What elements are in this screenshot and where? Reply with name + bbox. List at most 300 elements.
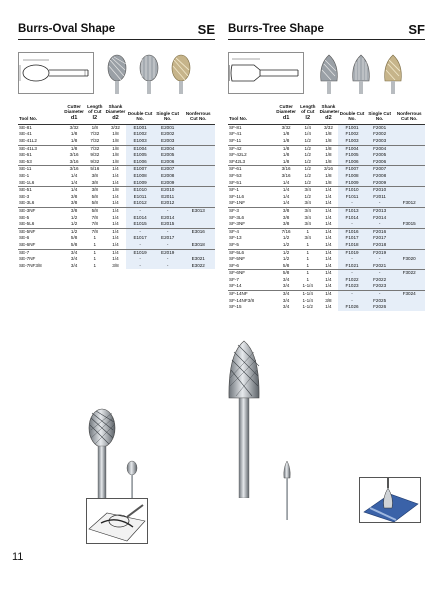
header-length: Length of Cut l2 [85,104,105,124]
cell-tool-no: SE-7 [18,249,63,256]
cell-shank-diameter: 1/8 [112,138,119,143]
cell-shank-diameter: 1/4 [112,221,119,227]
cell-double-cut: F1002 [338,131,366,138]
tree-section [228,22,425,311]
tree-burr-thumb-1 [316,54,342,94]
cell-cutter-diameter: 1/4 [282,200,290,206]
cell-shank-diameter: 1/4 [325,276,332,282]
cell-cutter-diameter: 1/4 [70,172,78,178]
cell-tool-no: SE-3NF [18,207,63,214]
cell-length-of-cut: 3/8 [91,179,98,185]
cell-length-of-cut: 7/8 [91,221,98,227]
cell-single-cut: E2006 [154,159,182,166]
cell-double-cut: - [338,291,366,298]
cell-single-cut: - [366,200,394,207]
table-row [18,180,215,187]
table-row [18,194,215,201]
table-row [228,131,425,138]
cell-nonferrous-cut [393,242,425,249]
cell-double-cut: F1009 [338,180,366,187]
cell-length-of-cut: 1-1/4 [302,283,313,289]
cell-length-of-cut: 7/32 [85,145,105,152]
cell-double-cut: E1012 [126,200,154,207]
cell-tool-no: SF-14 [229,283,242,289]
cell-cutter-diameter: 3/8 [282,214,290,220]
cell-shank-diameter: 1/8 [325,172,332,178]
oval-spec-table [18,104,215,269]
cell-double-cut: - [338,270,366,277]
table-row [228,138,425,145]
cell-double-cut: E1017 [126,235,154,242]
cell-length-of-cut: 1/2 [304,179,311,185]
cell-nonferrous-cut [181,124,215,131]
cell-cutter-diameter: 1/2 [282,235,290,241]
cell-cutter-diameter: 3/4 [275,291,297,298]
cell-length-of-cut: 1/2 [304,152,311,158]
cell-shank-diameter: 1/4 [319,270,339,277]
oval-application-inset [86,498,148,544]
cell-double-cut: F1005 [338,152,366,159]
table-row [228,187,425,194]
cell-shank-diameter: 1/4 [105,166,127,173]
cell-shank-diameter: 1/4 [325,235,332,241]
cell-nonferrous-cut [393,159,425,166]
cell-double-cut: - [126,263,154,270]
cell-nonferrous-cut [181,166,215,173]
cell-single-cut: - [366,221,394,228]
cell-length-of-cut: 1/2 [297,166,319,173]
cell-cutter-diameter: 3/4 [282,283,290,289]
cell-cutter-diameter: 1/4 [70,179,78,185]
cell-single-cut: F2001 [366,124,394,131]
cell-tool-no: SE-3 [19,193,30,199]
table-row [18,187,215,194]
cell-double-cut: - [126,207,154,214]
header-single: Single Cut No. [366,104,394,124]
cell-double-cut: E1008 [126,173,154,180]
cell-cutter-diameter: 1/8 [282,131,290,137]
table-row [228,277,425,284]
table-row [228,207,425,214]
cell-length-of-cut: 5/16 [85,166,105,173]
cell-cutter-diameter: 1/8 [282,138,290,143]
oval-burr-thumb-2 [136,54,162,94]
header-tool: Tool No. [18,104,63,124]
cell-nonferrous-cut [181,187,215,194]
cell-length-of-cut: 1 [306,276,310,282]
cell-tool-no: SF-3L6 [229,214,245,220]
cell-length-of-cut: 1/2 [304,172,311,178]
application-illustration [87,499,147,543]
table-row [228,256,425,263]
cell-double-cut: E1019 [126,249,154,256]
table-header-row [18,104,215,124]
cell-single-cut: F2017 [366,235,394,242]
cell-shank-diameter: 1/4 [105,228,127,235]
cell-tool-no: SF-7 [229,276,239,282]
cell-length-of-cut: 1/4 [304,124,311,130]
table-row [18,166,215,173]
cell-length-of-cut: 3/4 [297,187,319,194]
table-row [18,145,215,152]
cell-nonferrous-cut [181,145,215,152]
section-code: SE [197,22,215,37]
cell-double-cut: F1026 [338,304,366,311]
cell-shank-diameter: 1/4 [325,241,332,247]
header-double: Double Cut No. [338,104,366,124]
cell-length-of-cut: 1 [297,270,319,277]
cell-tool-no: SE-7NF3/8 [19,262,42,268]
cell-shank-diameter: 1/8 [112,152,119,158]
table-row [18,200,215,207]
cell-cutter-diameter: 5/8 [70,241,78,247]
cell-single-cut: E2019 [154,249,182,256]
cell-nonferrous-cut [393,263,425,270]
cell-double-cut: F1017 [338,235,366,242]
cell-nonferrous-cut: E3022 [181,263,215,270]
cell-shank-diameter: 1/8 [319,145,339,152]
cell-double-cut: E1003 [126,138,154,145]
cell-tool-no: SE-7NF [19,256,36,262]
cell-single-cut: F2022 [366,277,394,284]
cell-single-cut: F2018 [366,242,394,249]
table-row [18,159,215,166]
cell-shank-diameter: 1/4 [319,187,339,194]
cell-single-cut: F2009 [366,180,394,187]
cell-cutter-diameter: 3/4 [282,297,290,303]
cell-length-of-cut: 5/8 [85,207,105,214]
table-row [18,228,215,235]
cell-cutter-diameter: 3/32 [69,124,79,130]
cell-shank-diameter: 1/8 [325,138,332,143]
cell-shank-diameter: 1/8 [112,131,119,137]
table-body [18,124,215,269]
cell-shank-diameter: 3/8 [325,297,332,303]
cell-single-cut: - [154,256,182,263]
cell-cutter-diameter: 1/4 [282,179,290,185]
cell-tool-no: SE-6 [19,235,30,241]
table-row [228,194,425,201]
table-row [18,242,215,249]
cell-double-cut: F1013 [338,207,366,214]
cell-cutter-diameter: 3/32 [281,124,291,130]
cell-length-of-cut: 1-1/2 [302,304,313,310]
header-length: Length of Cut l2 [297,104,319,124]
cell-cutter-diameter: 3/4 [63,249,85,256]
table-row [18,138,215,145]
table-row [228,166,425,173]
cell-tool-no: SF-3NF [229,221,246,227]
cell-double-cut: E1009 [126,180,154,187]
cell-double-cut: E1015 [126,221,154,228]
cell-length-of-cut: 9/32 [90,152,100,158]
cell-nonferrous-cut: F3020 [393,256,425,263]
cell-shank-diameter: 1/4 [319,249,339,256]
cell-length-of-cut: 3/4 [304,221,311,227]
cell-length-of-cut: 1 [93,262,97,268]
cell-cutter-diameter: 1/4 [275,187,297,194]
cell-single-cut: F2005 [366,152,394,159]
cell-length-of-cut: 3/4 [297,207,319,214]
cell-length-of-cut: 5/8 [91,193,98,199]
cell-cutter-diameter: 5/8 [275,270,297,277]
cell-length-of-cut: 1 [93,235,97,241]
cell-cutter-diameter: 3/8 [282,221,290,227]
cell-nonferrous-cut [393,235,425,242]
cell-single-cut: F2004 [366,145,394,152]
cell-length-of-cut: 3/4 [304,214,311,220]
table-row [228,249,425,256]
cell-tool-no: SF-14NF3/8 [229,297,255,303]
cell-double-cut: - [338,256,366,263]
cell-tool-no: SE-53 [19,158,32,164]
header-cutter: Cutter Diameter d1 [275,104,297,124]
cell-cutter-diameter: 1/8 [275,145,297,152]
table-row [18,256,215,263]
table-row [228,152,425,159]
cell-single-cut: E2010 [154,187,182,194]
cell-cutter-diameter: 3/8 [63,207,85,214]
table-row [228,124,425,131]
cell-shank-diameter: 1/4 [325,214,332,220]
section-title: Burrs-Tree Shape [228,23,324,35]
cell-single-cut: E2009 [154,180,182,187]
cell-tool-no: SE-81 [19,124,32,130]
cell-double-cut: F1008 [338,173,366,180]
cell-shank-diameter: 1/4 [325,193,332,199]
cell-length-of-cut: 1 [306,256,310,262]
cell-nonferrous-cut [181,215,215,222]
cell-double-cut: F1004 [338,145,366,152]
cell-nonferrous-cut: F3024 [393,291,425,298]
cell-cutter-diameter: 1/8 [63,145,85,152]
cell-double-cut: F1010 [338,187,366,194]
cell-single-cut: E2001 [154,124,182,131]
cell-double-cut: E1007 [126,166,154,173]
cell-tool-no: SF-53 [229,172,242,178]
cell-shank-diameter: 1/4 [325,256,332,262]
header-shank: Shank Diameter d2 [105,104,127,124]
cell-shank-diameter: 1/8 [105,145,127,152]
cell-cutter-diameter: 3/16 [69,158,79,164]
cell-shank-diameter: 1/4 [105,249,127,256]
cell-single-cut: E2011 [154,194,182,201]
cell-double-cut: - [338,200,366,207]
cell-shank-diameter: 1/4 [325,200,332,206]
cell-cutter-diameter: 5/8 [70,235,78,241]
cell-tool-no: SF-61 [228,166,275,173]
cell-length-of-cut: 1 [85,249,105,256]
cell-single-cut: F2010 [366,187,394,194]
section-header [18,22,215,40]
header-single: Single Cut No. [154,104,182,124]
table-row [228,221,425,228]
header-cutter: Cutter Diameter d1 [63,104,85,124]
cell-nonferrous-cut [181,159,215,166]
cell-length-of-cut: 1/4 [304,131,311,137]
header-shank: Shank Diameter d2 [319,104,339,124]
cell-length-of-cut: 9/32 [90,158,100,164]
cell-shank-diameter: 1/4 [112,235,119,241]
cell-double-cut: F1014 [338,215,366,222]
section-code: SF [408,22,425,37]
cell-single-cut: - [366,256,394,263]
cell-single-cut: F2006 [366,159,394,166]
table-row [18,207,215,214]
table-row [18,215,215,222]
cell-nonferrous-cut [181,138,215,145]
cell-double-cut: - [126,256,154,263]
cell-nonferrous-cut [393,194,425,201]
cell-nonferrous-cut [393,138,425,145]
cell-shank-diameter: 1/4 [112,256,119,262]
cell-single-cut: E2017 [154,235,182,242]
cell-double-cut: F1006 [338,159,366,166]
cell-tool-no: SF-5NF [229,256,246,262]
cell-cutter-diameter: 1/4 [282,193,290,199]
cell-single-cut: E2014 [154,215,182,222]
cell-double-cut: F1019 [338,249,366,256]
cell-length-of-cut: 3/4 [304,200,311,206]
cell-tool-no: SE-41 [19,131,32,137]
cell-shank-diameter: 1/8 [105,187,127,194]
cell-double-cut: F1022 [338,277,366,284]
tree-burr-thumb-2 [348,54,374,94]
cell-single-cut: - [154,263,182,270]
cell-tool-no: SF-6 [229,262,239,268]
cell-cutter-diameter: 1/2 [70,214,78,220]
cell-tool-no: SF-6NF [228,270,275,277]
cell-cutter-diameter: 3/8 [70,200,78,206]
table-row [228,298,425,305]
cell-cutter-diameter: 1/2 [275,249,297,256]
cell-shank-diameter: 1/4 [319,291,339,298]
cell-length-of-cut: 1 [306,262,310,268]
page-number: 11 [12,551,24,563]
cell-double-cut: F1007 [338,166,366,173]
cell-length-of-cut: 1 [297,249,319,256]
cell-nonferrous-cut [181,221,215,228]
cell-shank-diameter: 1/4 [112,172,119,178]
cell-nonferrous-cut [393,180,425,187]
cell-cutter-diameter: 3/4 [70,256,78,262]
cell-shank-diameter: 1/8 [325,152,332,158]
cell-cutter-diameter: 3/16 [275,166,297,173]
cell-cutter-diameter: 3/4 [70,262,78,268]
cell-nonferrous-cut [393,207,425,214]
cell-length-of-cut: 1/8 [91,124,98,130]
cell-nonferrous-cut [181,200,215,207]
cell-nonferrous-cut: E3018 [181,242,215,249]
cell-single-cut: F2021 [366,263,394,270]
cell-shank-diameter: 1/4 [325,262,332,268]
cell-shank-diameter: 3/16 [319,166,339,173]
cell-nonferrous-cut [181,152,215,159]
cell-length-of-cut: 1/2 [297,145,319,152]
cell-length-of-cut: 3/8 [85,187,105,194]
cell-single-cut: E2008 [154,173,182,180]
cell-shank-diameter: 1/4 [112,179,119,185]
cell-cutter-diameter: 1/8 [282,152,290,158]
cell-length-of-cut: 1 [306,241,310,247]
table-row [228,263,425,270]
cell-tool-no: SE-3L6 [19,200,35,206]
cell-cutter-diameter: 3/16 [63,166,85,173]
table-row [228,242,425,249]
cell-double-cut: E1002 [126,131,154,138]
dimension-drawing [18,52,94,94]
cell-tool-no: SF-4 [228,228,275,235]
cell-tool-no: SE-61 [19,152,32,158]
cell-tool-no: SE-5NF [18,228,63,235]
table-body [228,124,425,311]
cell-shank-diameter: 1/4 [112,241,119,247]
cell-shank-diameter: 3/8 [112,262,119,268]
table-header-row [228,104,425,124]
cell-shank-diameter: 1/8 [325,158,332,164]
cell-nonferrous-cut [181,131,215,138]
cell-double-cut: F1001 [338,124,366,131]
cell-double-cut: E1010 [126,187,154,194]
cell-tool-no: SF-3 [228,207,275,214]
cell-nonferrous-cut: E3021 [181,256,215,263]
header-double: Double Cut No. [126,104,154,124]
cell-shank-diameter: 1/4 [112,193,119,199]
cell-nonferrous-cut [393,228,425,235]
cell-length-of-cut: 1/2 [304,158,311,164]
cell-double-cut: - [338,221,366,228]
cell-single-cut: F2014 [366,215,394,222]
cell-length-of-cut: 1-1/4 [302,297,313,303]
cell-cutter-diameter: 1/8 [70,131,78,137]
cell-shank-diameter: 1/8 [325,179,332,185]
cell-nonferrous-cut [181,235,215,242]
product-figures [228,48,425,100]
cell-double-cut: F1003 [338,138,366,145]
cell-double-cut: E1001 [126,124,154,131]
cell-single-cut: E2015 [154,221,182,228]
cell-shank-diameter: 1/4 [112,214,119,220]
table-row [228,270,425,277]
cell-tool-no: SE-41L3 [18,145,63,152]
table-row [228,145,425,152]
cell-single-cut: - [366,291,394,298]
cell-length-of-cut: 7/8 [91,214,98,220]
cell-length-of-cut: 1/2 [304,193,311,199]
cell-nonferrous-cut [393,152,425,159]
cell-nonferrous-cut: F3015 [393,221,425,228]
table-row [228,159,425,166]
tree-burr-photo-small [281,460,293,520]
cell-nonferrous-cut [393,283,425,290]
cell-cutter-diameter: 1/2 [282,256,290,262]
cell-double-cut: F1021 [338,263,366,270]
cell-length-of-cut: 3/4 [304,235,311,241]
table-row [228,235,425,242]
cell-shank-diameter: 1/4 [319,207,339,214]
cell-tool-no: SF-14NF [228,291,275,298]
cell-nonferrous-cut [393,173,425,180]
cell-nonferrous-cut [393,131,425,138]
cell-single-cut: E2004 [154,145,182,152]
cell-tool-no: SE-1L6 [19,179,35,185]
cell-cutter-diameter: 1/2 [282,241,290,247]
cell-length-of-cut: 7/32 [90,138,100,143]
section-title: Burrs-Oval Shape [18,23,116,35]
cell-length-of-cut: 7/32 [90,131,100,137]
table-row [228,200,425,207]
section-header [228,22,425,40]
